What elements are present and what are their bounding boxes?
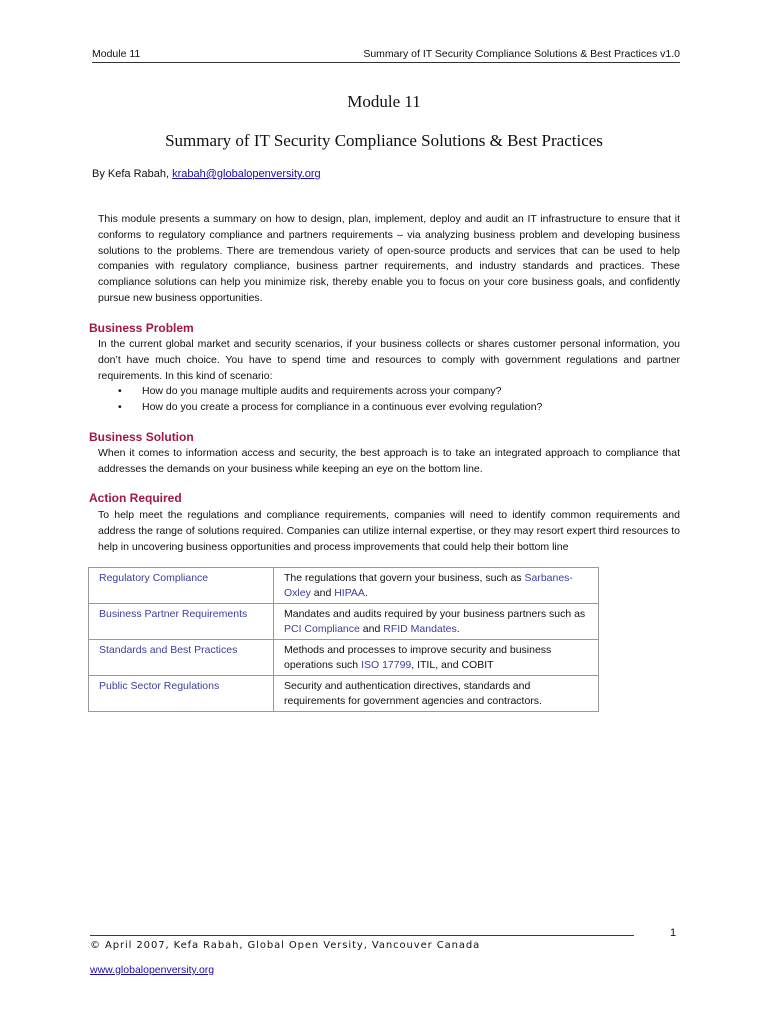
rfid-mandates-link[interactable]: RFID Mandates [383,622,457,635]
table-cell-description [274,640,599,676]
cell-text: . [456,622,460,635]
module-title: Module 11 [347,92,421,111]
business-problem-body [98,337,680,416]
sarbanes-oxley-link[interactable]: Sarbanes-Oxley [284,572,573,599]
list-item: • How do you manage multiple audits and requirements across your company? [142,384,680,400]
document-title: Summary of IT Security Compliance Solutions & Best Practices [165,131,603,150]
business-problem-bullets [98,384,680,416]
hipaa-link[interactable]: HIPAA [334,586,365,599]
business-solution-text: When it comes to information access and security, the best approach is to take an integrated approach to compliance that addresses the demands on your business while keeping an eye on the bottom line. [98,447,680,475]
business-problem-text: In the current global market and security scenarios, if your business collects or shares customer personal information, you don’t have much choice. You have to spend time and resources to comply with government regulations and partner requirements. In this kind of scenario: [98,338,680,382]
table-cell-label: Business Partner Requirements [89,604,274,640]
cell-text: . [364,586,368,599]
table-cell-label: Regulatory Compliance [89,568,274,604]
cell-text: and [310,586,335,599]
pci-compliance-link[interactable]: PCI Compliance [284,622,360,635]
table-cell-label: Standards and Best Practices [89,640,274,676]
table-row [89,604,599,640]
table-cell-description: Security and authentication directives, standards and requirements for government agencies and contractors. [274,676,599,712]
action-required-text: To help meet the regulations and compliance requirements, companies will need to identify common requirements and address the range of solutions required. Companies can utilize internal expertise, or they may resort expert third resources to help in uncovering business opportunities and process improvements that could help their bottom line [98,509,680,553]
cell-text: , ITIL, and COBIT [411,658,494,671]
table-cell-description [274,604,599,640]
intro-paragraph: This module presents a summary on how to design, plan, implement, deploy and audit an IT infrastructure to ensure that it conforms to regulatory compliance and partners requirements – via analyzing business problem and developing business solutions to the problems. There are tremendous variety of open-source products and services that can be used to help companies with regulatory compliance, business partner requirements, and industry standards and practices. These compliance solutions can help you minimize risk, thereby enable you to focus on your core business goals, and confidently pursue new business opportunities. [98,213,680,304]
table-row [89,640,599,676]
footer-divider [90,935,634,936]
list-item: • How do you create a process for compliance in a continuous ever evolving regulation? [142,400,680,416]
table-row [89,568,599,604]
cell-text: Mandates and audits required by your business partners such as [284,608,586,620]
cell-text: and [359,622,384,635]
footer-website-link[interactable]: www.globalopenversity.org [90,964,215,976]
page-header [92,48,680,63]
business-solution-heading: Business Solution [89,430,194,444]
author-email-link[interactable]: krabah@globalopenversity.org [172,168,321,180]
cell-text: The regulations that govern your business, such as [284,572,525,584]
action-required-heading: Action Required [89,491,182,505]
page-number: 1 [670,927,677,939]
byline-author: By Kefa Rabah, [92,168,173,180]
table-row [89,676,599,712]
compliance-table [88,567,599,712]
footer-copyright: © April 2007, Kefa Rabah, Global Open Versity, Vancouver Canada [90,940,481,951]
business-problem-heading: Business Problem [89,321,194,335]
header-module: Module 11 [92,48,141,60]
table-cell-description [274,568,599,604]
table-cell-label: Public Sector Regulations [89,676,274,712]
iso-17799-link[interactable]: ISO 17799 [361,658,412,671]
header-doc-title: Summary of IT Security Compliance Solutions & Best Practices v1.0 [363,48,680,60]
byline [92,168,321,180]
cell-text: Methods and processes to improve security and business operations such [284,644,552,671]
